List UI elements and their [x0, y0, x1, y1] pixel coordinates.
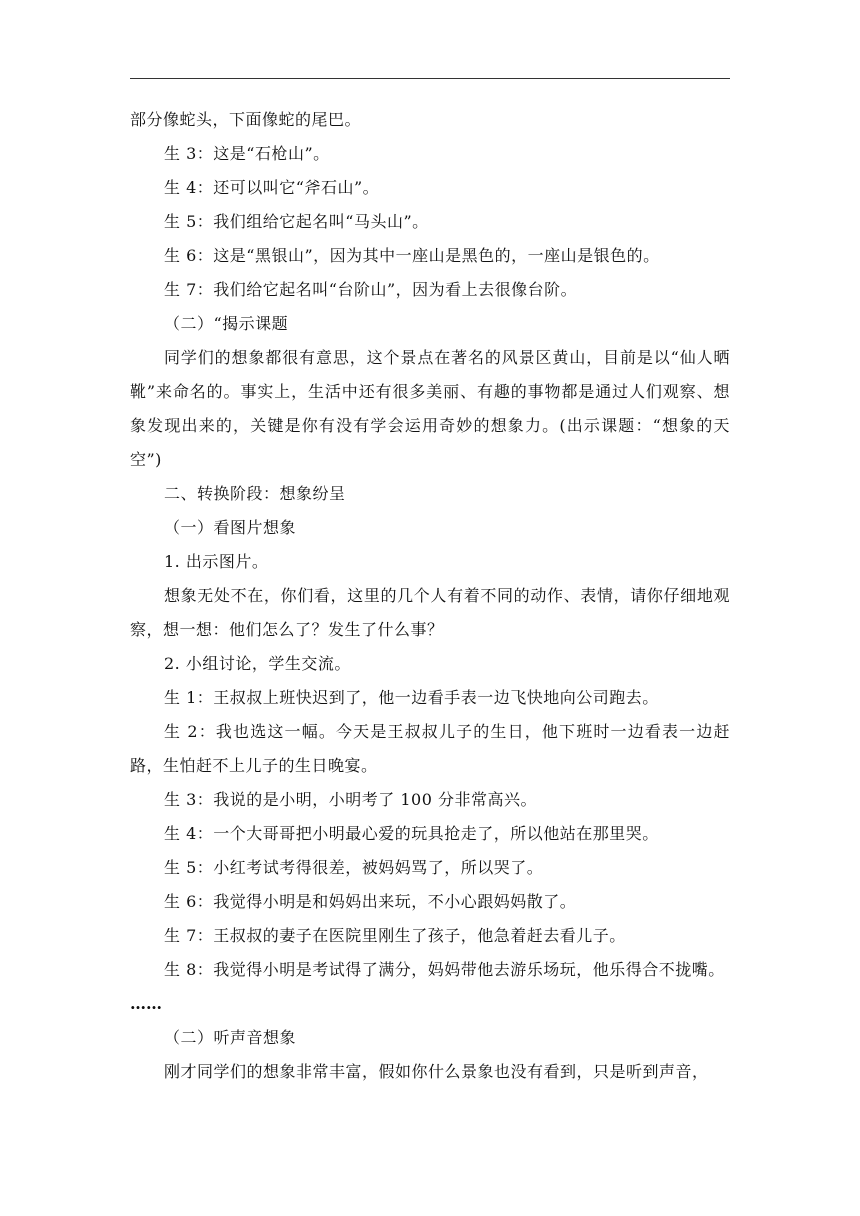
section-heading: 二、转换阶段：想象纷呈 — [164, 484, 346, 503]
section-heading: （二）听声音想象 — [164, 1028, 297, 1047]
paragraph: 部分像蛇头，下面像蛇的尾巴。 — [130, 110, 362, 129]
paragraph: 生 5：小红考试考得很差，被妈妈骂了，所以哭了。 — [164, 858, 544, 877]
paragraph: 生 4：还可以叫它“斧石山”。 — [164, 178, 380, 197]
header-rule — [130, 78, 730, 79]
paragraph: 生 2：我也选这一幅。今天是王叔叔儿子的生日，他下班时一边看表一边赶路，生怕赶不上儿子的生日晚宴。 — [130, 722, 730, 775]
paragraph: 1. 出示图片。 — [164, 552, 269, 571]
paragraph: 生 3：这是“石枪山”。 — [164, 144, 330, 163]
paragraph: 生 3：我说的是小明，小明考了 100 分非常高兴。 — [164, 790, 537, 809]
paragraph: 生 4：一个大哥哥把小明最心爱的玩具抢走了，所以他站在那里哭。 — [164, 824, 659, 843]
paragraph: 生 8：我觉得小明是考试得了满分，妈妈带他去游乐场玩，他乐得合不拢嘴。 — [164, 960, 725, 979]
paragraph: 同学们的想象都很有意思，这个景点在著名的风景区黄山，目前是以“仙人晒靴”来命名的。事实上，生活中还有很多美丽、有趣的事物都是通过人们观察、想象发现出来的，关键是你有没有学会运用奇妙的想象力。(出示课题：“想象的天空”) — [130, 348, 730, 469]
paragraph: 生 7：我们给它起名叫“台阶山”，因为看上去很像台阶。 — [164, 280, 578, 299]
paragraph: 生 7：王叔叔的妻子在医院里刚生了孩子，他急着赶去看儿子。 — [164, 926, 626, 945]
paragraph: 刚才同学们的想象非常丰富，假如你什么景象也没有看到，只是听到声音， — [164, 1062, 709, 1081]
paragraph: 生 5：我们组给它起名叫“马头山”。 — [164, 212, 429, 231]
ellipsis: …… — [130, 994, 162, 1013]
paragraph: 生 1：王叔叔上班快迟到了，他一边看手表一边飞快地向公司跑去。 — [164, 688, 659, 707]
paragraph: 生 6：我觉得小明是和妈妈出来玩，不小心跟妈妈散了。 — [164, 892, 577, 911]
section-heading: （一）看图片想象 — [164, 518, 297, 537]
document-body — [130, 103, 730, 1089]
paragraph: 2. 小组讨论，学生交流。 — [164, 654, 351, 673]
paragraph: 想象无处不在，你们看，这里的几个人有着不同的动作、表情，请你仔细地观察，想一想：他们怎么了？发生了什么事？ — [130, 586, 730, 639]
paragraph: 生 6：这是“黑银山”，因为其中一座山是黑色的，一座山是银色的。 — [164, 246, 660, 265]
section-heading: （二）“揭示课题 — [164, 314, 289, 333]
